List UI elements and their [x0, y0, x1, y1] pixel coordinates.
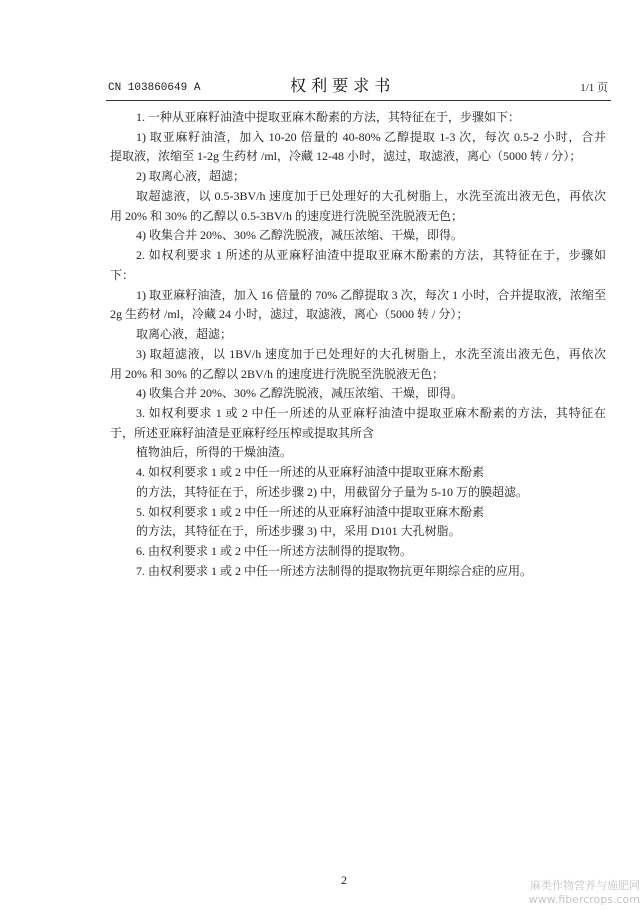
claim-line: 取离心液，超滤； [136, 327, 233, 342]
claim-7 [110, 562, 606, 582]
document-title: 权 利 要 求 书 [290, 76, 391, 95]
claim-line: 5. 如权利要求 1 或 2 中任一所述的从亚麻籽油渣中提取亚麻木酚素 [136, 504, 485, 519]
claim-line: 用 20% 和 30% 的乙醇以 2BV/h 的速度进行洗脱至洗脱液无色； [110, 366, 444, 381]
claim-line: 提取液，浓缩至 1-2g 生药材 /ml，冷藏 12-48 小时，滤过，取滤液，离心（5000 转 / 分）； [110, 149, 582, 164]
claims-body [110, 108, 606, 582]
claim-line: 的方法，其特征在于，所述步骤 2) 中，用截留分子量为 5-10 万的膜超滤。 [136, 484, 528, 499]
claim-line: 4. 如权利要求 1 或 2 中任一所述的从亚麻籽油渣中提取亚麻木酚素 [136, 465, 485, 480]
watermark-url: www.fibercrops.com [528, 893, 640, 906]
watermark [529, 879, 640, 907]
claim-4 [110, 463, 606, 502]
claim-line: 4) 收集合并 20%、30% 乙醇洗脱液，减压浓缩、干燥，即得。 [136, 386, 463, 401]
claim-line: 下： [110, 267, 135, 282]
claim-line: 的方法，其特征在于，所述步骤 3) 中，采用 D101 大孔树脂。 [136, 524, 461, 539]
claim-2 [110, 246, 606, 404]
claim-line: 2g 生药材 /ml，冷藏 24 小时，滤过，取滤液，离心（5000 转 / 分）； [110, 307, 469, 322]
claim-line: 用 20% 和 30% 的乙醇以 0.5-3BV/h 的速度进行洗脱至洗脱液无色； [110, 208, 463, 223]
claim-line: 4) 收集合并 20%、30% 乙醇洗脱液，减压浓缩、干燥，即得。 [136, 228, 463, 243]
claim-line: 2. 如权利要求 1 所述的从亚麻籽油渣中提取亚麻木酚素的方法，其特征在于，步骤如 [136, 248, 606, 263]
claim-line: 3. 如权利要求 1 或 2 中任一所述的从亚麻籽油渣中提取亚麻木酚素的方法，其特征在 [136, 406, 606, 421]
claim-line: 1) 取亚麻籽油渣，加入 10-20 倍量的 40-80% 乙醇提取 1-3 次，每次 0.5-2 小时，合并 [136, 129, 606, 144]
page-indicator: 1/1 页 [580, 82, 608, 94]
header-rule [106, 100, 611, 101]
claim-1 [110, 108, 606, 246]
claim-line: 取超滤液，以 0.5-3BV/h 速度加于已处理好的大孔树脂上，水洗至流出液无色，再依次 [136, 188, 606, 203]
claim-line: 7. 由权利要求 1 或 2 中任一所述方法制得的提取物抗更年期综合症的应用。 [136, 563, 533, 578]
watermark-site-name: 麻类作物营养与施肥网 [530, 879, 640, 892]
claim-line: 于，所述亚麻籽油渣是亚麻籽经压榨或提取其所含 [110, 425, 375, 440]
claim-5 [110, 503, 606, 542]
publication-number: CN 103860649 A [108, 82, 201, 94]
claim-line: 3) 取超滤液，以 1BV/h 速度加于已处理好的大孔树脂上，水洗至流出液无色，再依次 [136, 346, 606, 361]
claim-6 [110, 542, 606, 562]
claim-line: 2) 取离心液，超滤； [136, 169, 245, 184]
claim-3 [110, 404, 606, 463]
claim-line: 1. 一种从亚麻籽油渣中提取亚麻木酚素的方法，其特征在于，步骤如下： [136, 110, 521, 124]
claim-line: 植物油后，所得的干燥油渣。 [136, 445, 293, 460]
claim-line: 6. 由权利要求 1 或 2 中任一所述方法制得的提取物。 [136, 544, 413, 559]
claim-line: 1) 取亚麻籽油渣，加入 16 倍量的 70% 乙醇提取 3 次，每次 1 小时，合并提取液，浓缩至 [136, 287, 606, 302]
page-number: 2 [341, 873, 347, 887]
